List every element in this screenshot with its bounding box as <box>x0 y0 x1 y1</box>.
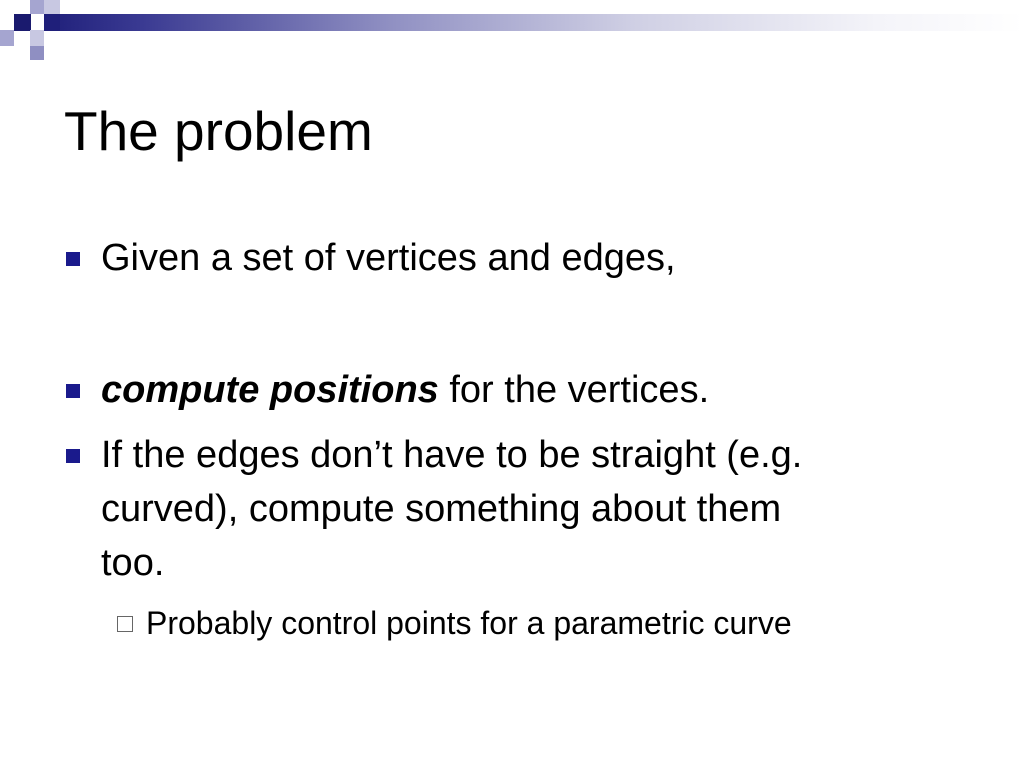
bullet-emphasis: compute positions <box>101 369 439 411</box>
banner-square <box>30 46 44 60</box>
bullet-item-line: If the edges don’t have to be straight (e.g. <box>101 434 803 476</box>
banner-square <box>30 30 44 46</box>
sub-bullet-marker <box>117 616 133 632</box>
bullet-item-line: curved), compute something about them <box>101 488 782 530</box>
sub-bullet-item: Probably control points for a parametric curve <box>146 605 792 641</box>
decorative-banner <box>0 0 1024 60</box>
bullet-marker <box>66 449 80 463</box>
banner-square <box>44 0 60 14</box>
bullet-item-line: too. <box>101 542 165 584</box>
bullet-rest: for the vertices. <box>438 369 710 411</box>
banner-square <box>14 14 31 31</box>
bullet-marker <box>66 252 80 266</box>
slide-title: The problem <box>64 100 373 162</box>
bullet-marker <box>66 384 80 398</box>
banner-gradient-bar <box>44 14 1024 31</box>
bullet-item: Given a set of vertices and edges, <box>101 237 676 279</box>
banner-square <box>44 14 60 31</box>
banner-square <box>0 30 14 46</box>
banner-square <box>30 0 44 14</box>
bullet-item <box>101 363 709 417</box>
